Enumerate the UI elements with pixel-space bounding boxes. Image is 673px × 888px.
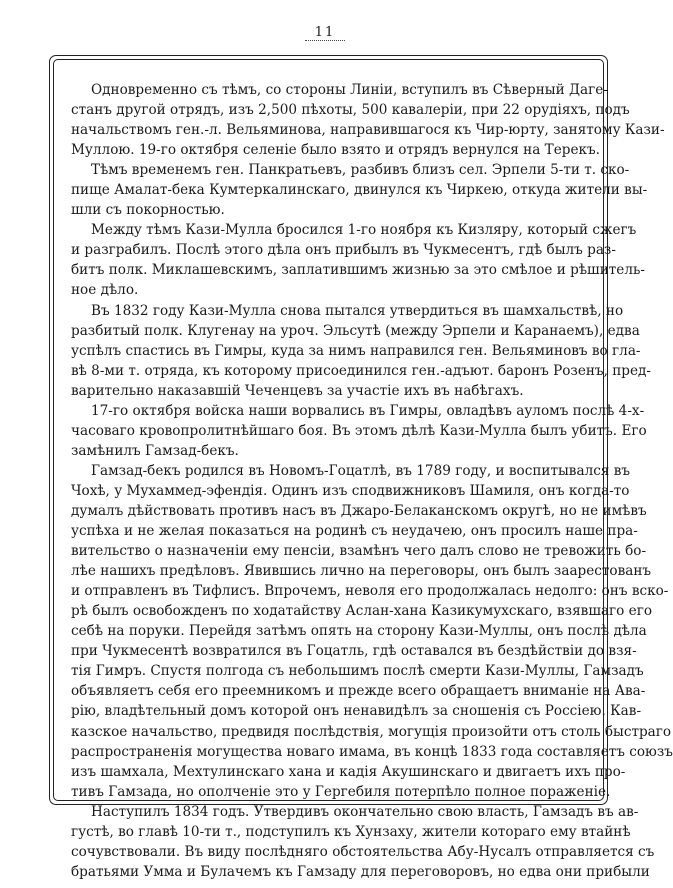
text-line: объявляетъ себя его преемникомъ и прежде всего обращаетъ вниманіе на Ава- <box>71 683 646 700</box>
text-line: Гамзад-бекъ родился въ Новомъ-Гоцатлѣ, въ 1789 году, и воспитывался въ <box>91 462 631 479</box>
page-number-rule <box>305 40 345 41</box>
text-line: думалъ дѣйствовать противъ насъ въ Джаро-Белаканскомъ округѣ, но не имѣвъ <box>71 502 647 519</box>
text-line: вѣ 8-ми т. отряда, къ которому присоединился ген.-адъют. баронъ Розенъ, пред- <box>71 362 651 379</box>
text-line: Тѣмъ временемъ ген. Панкратьевъ, разбивъ близъ сел. Эрпели 5-ти т. ско- <box>91 162 630 179</box>
text-line: успѣлъ спастись въ Гимры, куда за нимъ направился ген. Вельяминовъ во гла- <box>71 342 641 359</box>
text-line: и отправленъ въ Тифлисъ. Впрочемъ, неволя его продолжалась недолго: онъ вско- <box>71 583 669 600</box>
text-line: и разграбилъ. Послѣ этого дѣла онъ прибылъ въ Чукмесентъ, гдѣ былъ раз- <box>71 242 616 259</box>
paragraph <box>71 802 655 882</box>
text-line: ное дѣло. <box>71 282 139 299</box>
text-line: себѣ на поруки. Перейдя затѣмъ опять на сторону Кази-Муллы, онъ послѣ дѣла <box>71 623 647 640</box>
paragraph <box>71 461 673 802</box>
text-line: распространенія могущества новаго имама, въ концѣ 1833 года составляетъ союзъ <box>71 743 673 760</box>
text-line: пище Амалат-бека Кумтеркалинскаго, двинулся къ Чиркею, откуда жители вы- <box>71 182 648 199</box>
text-line: казское начальство, предвидя послѣдствія, могущія произойти отъ столь быстраго <box>71 723 672 740</box>
page-number-text: 11 <box>314 25 336 40</box>
text-line: тія Гимръ. Спустя полгода съ небольшимъ послѣ смерти Кази-Муллы, Гамзадъ <box>71 663 644 680</box>
text-line: Одновременно съ тѣмъ, со стороны Линіи, вступилъ въ Сѣверный Дагe- <box>91 82 608 98</box>
text-line: вительство о назначеніи ему пенсіи, взамѣнъ чего далъ слово не тревожить бо- <box>71 543 647 560</box>
text-line: при Чукмесентѣ возвратился въ Гоцатль, гдѣ оставался въ бездѣйствіи до взя- <box>71 643 637 660</box>
text-line: рѣ былъ освобожденъ по ходатайству Аслан-хана Казикумухскаго, взявшаго его <box>71 603 653 620</box>
paragraph <box>71 220 645 300</box>
text-line: замѣнилъ Гамзад-бекъ. <box>71 442 239 459</box>
text-line: рію, владѣтельный домъ которой онъ ненавидѣлъ за сношенія съ Россіею. Кав- <box>71 703 642 720</box>
text-line: сочувствовали. Въ виду послѣдняго обстоятельства Абу-Нусалъ отправляется съ <box>71 843 655 860</box>
text-line: изъ шамхала, Мехтулинскаго хана и кадія Акушинскаго и двигаетъ ихъ про- <box>71 763 626 780</box>
text-line: успѣха и не желая показаться на родинѣ съ неудачею, онъ просилъ наше пра- <box>71 523 638 540</box>
text-line: лѣе нашихъ предѣловъ. Явившись лично на переговоры, онъ былъ заарестованъ <box>71 563 652 580</box>
text-line: разбитый полк. Клугенау на уроч. Эльсутѣ (между Эрпели и Каранаемъ), едва <box>71 322 640 339</box>
body-text <box>71 80 673 882</box>
text-line: Въ 1832 году Кази-Мулла снова пытался утвердиться въ шамхальствѣ, но <box>91 302 624 319</box>
text-line: Чохѣ, у Мухаммед-эфендія. Одинъ изъ сподвижниковъ Шамиля, онъ когда-то <box>71 482 630 499</box>
text-line: Муллою. 19-го октября селеніе было взято и отрядъ вернулся на Терекъ. <box>71 142 600 159</box>
page-number <box>0 26 650 41</box>
paragraph <box>71 301 651 401</box>
text-line: густѣ, во главѣ 10-ти т., подступилъ къ Хунзаху, жители котораго ему втайнѣ <box>71 823 631 840</box>
text-line: станъ другой отрядъ, изъ 2,500 пѣхоты, 500 кавалеріи, при 22 орудіяхъ, подъ <box>71 102 630 119</box>
text-line: начальствомъ ген.-л. Вельяминова, направившагося къ Чир-юрту, занятому Кази- <box>71 122 665 139</box>
text-line: часоваго кровопролитнѣйшаго боя. Въ этомъ дѣлѣ Кази-Мулла былъ убитъ. Его <box>71 422 647 439</box>
paragraph <box>71 160 648 220</box>
text-line: варительно наказавшій Чеченцевъ за участіе ихъ въ набѣгахъ. <box>71 382 524 399</box>
text-line: шли съ покорностью. <box>71 202 225 219</box>
paragraph <box>71 401 647 461</box>
text-line: битъ полк. Миклашевскимъ, заплатившимъ жизнью за это смѣлое и рѣшитель- <box>71 262 645 279</box>
paragraph <box>71 80 665 160</box>
text-line: братьями Умма и Булачемъ къ Гамзаду для переговоровъ, но едва они прибыли <box>71 863 650 880</box>
text-line: Между тѣмъ Кази-Мулла бросился 1-го ноября къ Кизляру, который сжегъ <box>91 222 637 239</box>
text-line: Наступилъ 1834 годъ. Утвердивъ окончательно свою власть, Гамзадъ въ ав- <box>91 803 639 820</box>
text-line: тивъ Гамзада, но ополченіе это у Гергебиля потерпѣло полное пораженіе. <box>71 783 611 800</box>
text-line: 17-го октября войска наши ворвались въ Гимры, овладѣвъ ауломъ послѣ 4-х- <box>91 402 645 419</box>
